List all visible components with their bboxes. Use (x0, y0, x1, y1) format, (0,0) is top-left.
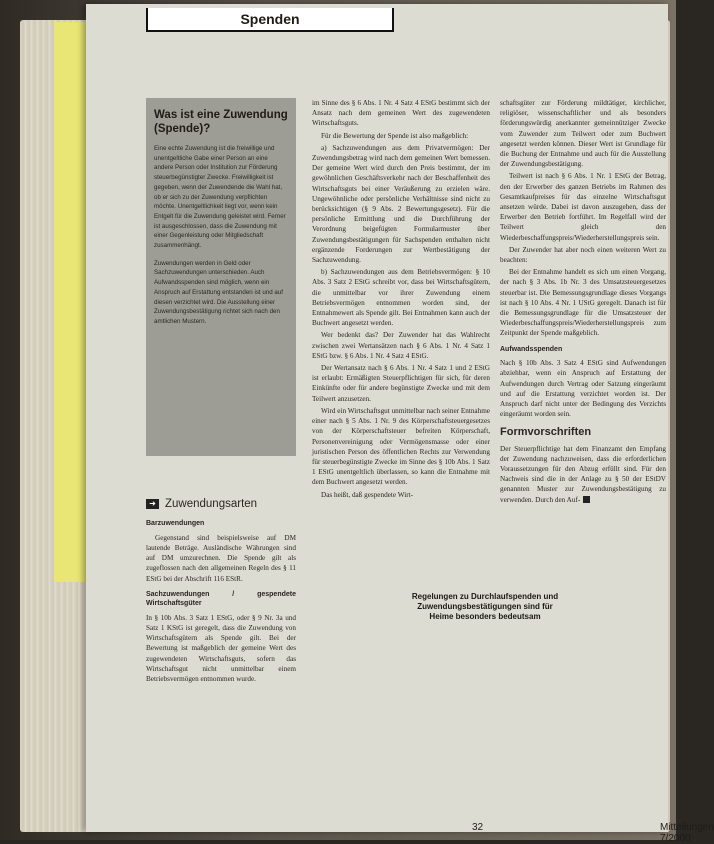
section-title-zuwendungsarten (146, 499, 296, 509)
body-paragraph: im Sinne des § 6 Abs. 1 Nr. 4 Satz 4 EStG bestimmt sich der Ansatz nach dem gemeinen Wert des zugewendeten Wirtschaftsguts. (312, 99, 490, 128)
section-header-tab (146, 8, 394, 32)
body-paragraph: Für die Bewertung der Spende ist also maßgeblich: (321, 131, 469, 140)
body-paragraph: Wer bedenkt das? Der Zuwender hat das Wahlrecht zwischen zwei Wertansätzen nach § 6 Abs. 1 Nr. 4 Satz 1 EStG bzw. § 6 Abs. 1 Nr. 4 Satz 4 EStG. (312, 331, 490, 360)
subheading-barzuwendungen: Barzuwendungen (146, 520, 205, 528)
body-paragraph: Der Zuwender hat aber noch einen weiteren Wert zu beachten: (500, 245, 666, 265)
body-paragraph: Gegenstand sind beispielsweise auf DM lautende Beträge. Ausländische Währungen sind auf DM umzurechnen. Die Spende gilt als zugeflossen nach den allgemeinen Regeln des § 11 EStG bei der Abschrift 116 EStR. (146, 533, 296, 583)
info-box-paragraph: Zuwendungen werden in Geld oder Sachzuwendungen unterschieden. Auch Aufwandsspenden sind möglich, wenn ein Anspruch auf Erstattung entstanden ist und auf diesen verzichtet wird. Die Ausstellung einer Zuwendungsbestätigung richtet sich nach den amtlichen Mustern. (154, 259, 283, 325)
info-box (146, 98, 296, 456)
page-number: 32 (472, 822, 484, 833)
body-paragraph: In § 10b Abs. 3 Satz 1 EStG, oder § 9 Nr. 3a und Satz 1 KStG ist geregelt, dass die Zuwendung von Wirtschaftsgütern als Spende gilt. Bei der Bewertung ist maßgeblich der gemeine Wert des zugewendeten Wirtschaftsguts, sofern das Wirtschaftsgut nicht unmittelbar einem Betriebsvermögen entnommen wurde. (146, 613, 296, 683)
body-paragraph: Nach § 10b Abs. 3 Satz 4 EStG sind Aufwendungen abziehbar, wenn ein Anspruch auf Erstattung der Aufwendungen durch Vertrag oder Satzung eingeräumt und auf die Erstattung verzichtet worden ist. Der Anspruch darf nicht unter der Bedingung des Verzichts eingeräumt worden sein. (500, 359, 666, 419)
body-paragraph (500, 444, 666, 505)
body-paragraph: Teilwert ist nach § 6 Abs. 1 Nr. 1 EStG der Betrag, den der Erwerber des ganzen Betriebs im Rahmen des Gesamtkaufpreises für das einzelne Wirtschaftsgut ansetzen würde. Dabei ist davon auszugehen, dass der Erwerber den Betrieb fortführt. Im Regelfall wird der Teilwert gleich den Wiederbeschaffungspreis/Wiederherstellungspreis sein. (500, 172, 666, 242)
publication-issue: Mitteilungen 7/2000 (660, 822, 714, 844)
info-box-title: Was ist eine Zuwendung (Spende)? (154, 109, 288, 135)
body-paragraph: Das heißt, daß gespendete Wirt- (321, 490, 413, 499)
body-paragraph: schaftsgüter zur Förderung mildtätiger, kirchlicher, religiöser, wissenschaftlicher und als besonders förderungswürdig anerkannter gemeinnütziger Zwecke vom Zuwender zum Teilwert oder zum Buchwert angesetzt werden können. Dieser Wert ist Grundlage für die Buchung der Entnahme und auch für die Ausstellung der Zuwendungsbestätigung. (500, 99, 666, 169)
article-end-mark-icon (583, 496, 590, 503)
body-paragraph: a) Sachzuwendungen aus dem Privatvermögen: Der Zuwendungsbetrag wird nach dem gemeinen Wert bemessen. Der gemeine Wert wird durch den Preis bestimmt, der im gewöhnlichen Geschäftsverkehr nach der Beschaffenheit des Wirtschaftsguts bei einer Veräußerung zu erzielen wäre. Ungewöhnliche oder persönliche Verhältnisse sind nicht zu berücksichtigen (§ 9 Abs. 2 Bewertungsgesetz). Für die persönliche Ermittlung und die Durchführung der Verordnung beigefügten Formularmuster über Zuwendungsbestätigungen für Sachspenden enthalten nicht ergänzende Forderungen zur Wertbestätigung der Sachzuwendung. (312, 143, 490, 265)
body-paragraph: Wird ein Wirtschaftsgut unmittelbar nach seiner Entnahme einer nach § 5 Abs. 1 Nr. 9 des Körperschaftsteuergesetzes von der Körperschaftsteuer befreiten Körperschaft, Personenvereinigung oder Vermögensmasse oder einer juristischen Person des öffentlichen Rechts zur Verwendung für steuerbegünstigte Zwecke im Sinne des § 10b Abs. 1 Satz 1 EStG unentgeltlich überlassen, so kann die Entnahme mit dem Buchwert angesetzt werden. (312, 406, 490, 487)
pull-quote: Regelungen zu Durchlaufspenden und Zuwendungsbestätigungen sind für Heime besonders bedeutsam (402, 588, 568, 626)
subheading-sachzuwendungen: Sachzuwendungen / gespendete Wirtschaftsgüter (146, 590, 296, 608)
section-title-label: Zuwendungsarten (165, 498, 258, 510)
heading-formvorschriften: Formvorschriften (500, 426, 592, 439)
body-paragraph: Der Wertansatz nach § 6 Abs. 1 Nr. 4 Satz 1 und 2 EStG ist erlaubt: Ermäßigten Steuerpflichtigen für sich, für deren Einkünfte oder für andere begünstigte Zwecke und mit dem Teilwert anzusetzen. (312, 364, 490, 403)
body-paragraph: b) Sachzuwendungen aus dem Betriebsvermögen: § 10 Abs. 3 Satz 2 EStG schreibt vor, dass bei Wirtschaftsgütern, die unmittelbar vor ihrer Zuwendung einem Betriebsvermögen entnommen worden sind, der Entnahmewert als Spende gilt. Bei Entnahmen kann auch der Buchwert angesetzt werden. (312, 268, 490, 328)
arrow-right-icon: ➜ (146, 499, 159, 509)
subheading-aufwandsspenden: Aufwandsspenden (500, 345, 563, 353)
info-box-paragraph: Eine echte Zuwendung ist die freiwillige und unentgeltliche Gabe einer Person an eine andere Person oder Institution zur Förderung steuerbegünstigter Zwecke. Freiwilligkeit ist gegeben, wenn der Zuwendende die Wahl hat, ob er sich zu der Zuwendung verpflichten möchte. Unentgeltlichkeit liegt vor, wenn kein Entgelt für die Zuwendung geleistet wird. Ferner ist ausgeschlossen, dass die Zuwendung mit einer Gegenleistung oder Mitgliedschaft zusammenhängt. (154, 145, 286, 250)
section-header-label: Spenden (240, 11, 300, 27)
column-middle (312, 98, 490, 502)
magazine-page (86, 4, 714, 844)
column-left (146, 499, 296, 686)
body-paragraph: Bei der Entnahme handelt es sich um einen Vorgang, der nach § 3 Abs. 1b Nr. 3 des Umsatzsteuergesetzes steuerbar ist. Die Bemessungsgrundlage dieses Vorgangs ist nach § 10 Abs. 4 Nr. 1 UStG geregelt. Danach ist für die Bemessungsgrundlage für die Umsatzsteuer der Wiederbeschaffungspreis/Wiederherstellungspreis zum Zeitpunkt der Spende maßgeblich. (500, 268, 666, 338)
body-paragraph-text: Der Steuerpflichtige hat dem Finanzamt den Empfang der Zuwendung nachzuweisen, dass die erforderlichen Voraussetzungen für den Abzug erfüllt sind. Für den Nachweis sind die in der Anlage zu § 50 der EStDV genannten Muster zur Zuwendungsbestätigung zu verwenden. Durch den Auf- (500, 444, 666, 504)
column-right (500, 98, 666, 507)
